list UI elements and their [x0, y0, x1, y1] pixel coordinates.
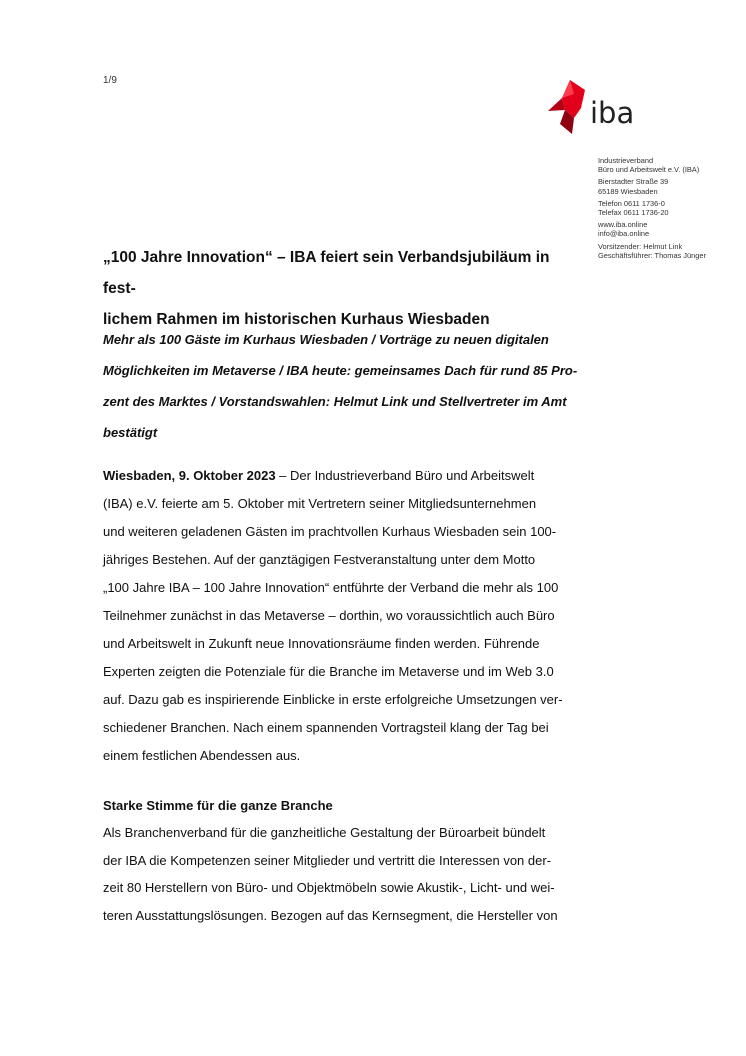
- body-line: Teilnehmer zunächst in das Metaverse – dorthin, wo voraussichtlich auch Büro: [103, 608, 555, 623]
- headline-line: „100 Jahre Innovation“ – IBA feiert sein Verbandsjubiläum in fest-: [103, 249, 550, 297]
- sender-organization: [598, 156, 738, 174]
- subheadline-line: Mehr als 100 Gäste im Kurhaus Wiesbaden / Vorträge zu neuen digitalen: [103, 332, 549, 347]
- sender-website-link[interactable]: www.iba.online: [598, 220, 648, 230]
- dateline: Wiesbaden, 9. Oktober 2023: [103, 468, 276, 483]
- section-line: Als Branchenverband für die ganzheitliche Gestaltung der Büroarbeit bündelt: [103, 825, 546, 840]
- section-line: zeit 80 Herstellern von Büro- und Objektmöbeln sowie Akustik-, Licht- und wei-: [103, 880, 555, 895]
- section-heading: Starke Stimme für die ganze Branche: [103, 798, 333, 813]
- sender-email-link[interactable]: info@iba.online: [598, 229, 650, 239]
- body-line: und weiteren geladenen Gästen im prachtvollen Kurhaus Wiesbaden sein 100-: [103, 524, 557, 539]
- body-line: Experten zeigten die Potenziale für die Branche im Metaverse und im Web 3.0: [103, 664, 554, 679]
- sender-line: Geschäftsführer: Thomas Jünger: [598, 250, 706, 260]
- sender-line: Telefax 0611 1736-20: [598, 208, 669, 218]
- body-line: jähriges Bestehen. Auf der ganztägigen Festveranstaltung unter dem Motto: [103, 552, 536, 567]
- body-line: einem festlichen Abendessen aus.: [103, 748, 301, 763]
- headline-line: lichem Rahmen im historischen Kurhaus Wiesbaden: [103, 311, 490, 328]
- body-line: auf. Dazu gab es inspirierende Einblicke in erste erfolgreiche Umsetzungen ver-: [103, 692, 563, 707]
- page-number: 1/9: [103, 75, 117, 86]
- sender-info: [598, 156, 738, 263]
- sender-line: Telefon 0611 1736-0: [598, 198, 665, 208]
- press-release-subheadline: [103, 324, 593, 448]
- sender-line: Büro und Arbeitswelt e.V. (IBA): [598, 165, 700, 175]
- iba-logo-mark-icon: [548, 80, 648, 136]
- sender-line: 65189 Wiesbaden: [598, 186, 658, 196]
- sender-address: [598, 177, 738, 195]
- section-line: der IBA die Kompetenzen seiner Mitglieder und vertritt die Interessen von der-: [103, 852, 552, 868]
- sender-management: [598, 242, 738, 260]
- subheadline-line: Möglichkeiten im Metaverse / IBA heute: gemeinsames Dach für rund 85 Pro-: [103, 363, 578, 378]
- sender-line: Vorsitzender: Helmut Link: [598, 241, 683, 251]
- subheadline-line: bestätigt: [103, 425, 158, 440]
- body-paragraph: [103, 462, 593, 770]
- body-line: (IBA) e.V. feierte am 5. Oktober mit Vertretern seiner Mitgliedsunternehmen: [103, 496, 537, 511]
- iba-logo-text: iba: [590, 96, 635, 130]
- body-line: – Der Industrieverband Büro und Arbeitswelt: [275, 468, 535, 483]
- body-line: schiedener Branchen. Nach einem spannenden Vortragsteil klang der Tag bei: [103, 720, 549, 735]
- section-paragraph: [103, 819, 593, 929]
- sender-phone: [598, 199, 738, 217]
- subheadline-line: zent des Marktes / Vorstandswahlen: Helmut Link und Stellvertreter im Amt: [103, 394, 567, 409]
- sender-web: [598, 220, 738, 238]
- iba-logo: [548, 80, 648, 136]
- body-line: „100 Jahre IBA – 100 Jahre Innovation“ entführte der Verband die mehr als 100: [103, 580, 559, 595]
- body-line: und Arbeitswelt in Zukunft neue Innovationsräume finden werden. Führende: [103, 636, 540, 651]
- sender-line: Bierstadter Straße 39: [598, 177, 669, 187]
- section-line: teren Ausstattungslösungen. Bezogen auf das Kernsegment, die Hersteller von: [103, 907, 558, 923]
- sender-line: Industrieverband: [598, 156, 654, 165]
- press-release-headline: [103, 242, 583, 335]
